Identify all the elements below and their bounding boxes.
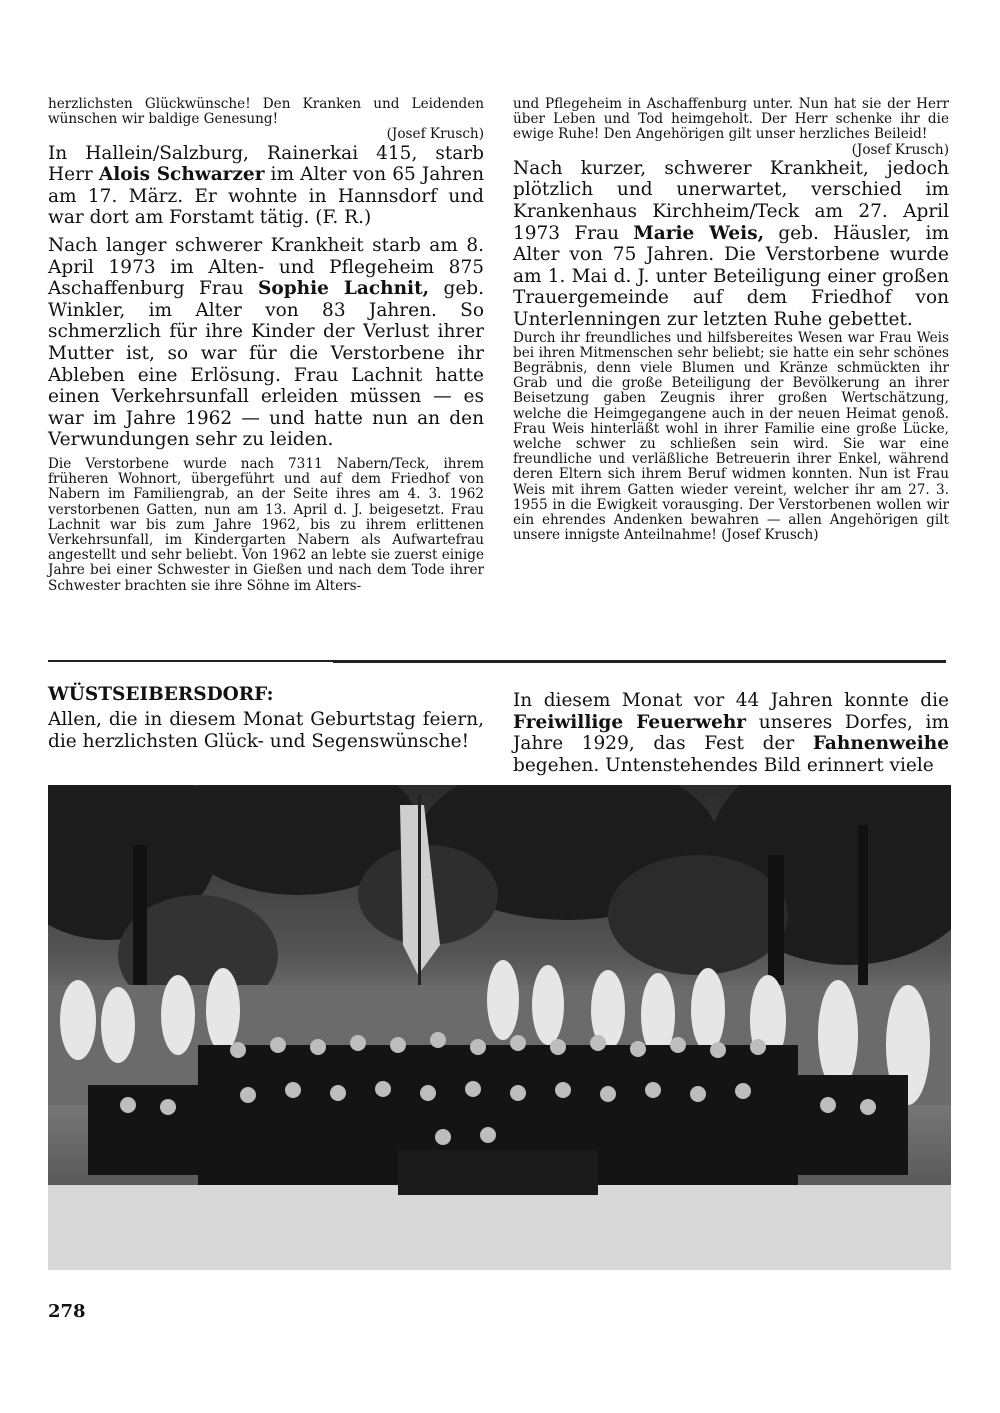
text-segment: Nach kurzer, schwerer Krankheit, jedoch plötzlich und unerwartet, verschied im Krankenhaus Kirchheim/Teck am 27. April 1973 Frau [513, 157, 949, 244]
front-figures [398, 1150, 598, 1195]
emphasis: Fahnenweihe [812, 733, 949, 755]
text-segment: unseres Dorfes, im Jahre 1929, das Fest der [513, 711, 949, 755]
text-segment: Nach langer schwerer Krankheit starb am 8. April 1973 im Alten- und Pflegeheim 875 Aschaffenburg Frau [48, 234, 484, 300]
emphasis: Freiwillige Feuerwehr [513, 711, 747, 733]
left-bottom-column [48, 684, 484, 752]
group-photo [48, 785, 951, 1270]
right-top-column [513, 97, 949, 543]
obituary-schwarzer [48, 143, 484, 229]
ground [48, 1185, 951, 1270]
section-heading: WÜSTSEIBERSDORF: [48, 684, 274, 705]
text-segment: In diesem Monat vor 44 Jahren konnte die [513, 690, 949, 711]
signature: (Josef Krusch) [851, 141, 949, 158]
page-number: 278 [48, 1301, 86, 1322]
person-name: Alois Schwarzer [98, 164, 265, 186]
birthday-greeting: Allen, die in diesem Monat Geburtstag feiern, die herzlichsten Glück- und Segenswünsche! [48, 709, 484, 752]
greeting-paragraph: herzlichsten Glückwünsche! Den Kranken und Leidenden wünschen wir baldige Genesung! [48, 96, 484, 128]
text-segment: begehen. Untenstehendes Bild erinnert viele [513, 754, 934, 776]
obituary-lachnit-continued: Die Verstorbene wurde nach 7311 Nabern/Teck, ihrem früheren Wohnort, übergeführt und auf dem Friedhof von Nabern im Familiengrab, an der Seite ihres am 4. 3. 1962 verstorbenen Gatten, nun am 13. April d. J. beigesetzt. Frau Lachnit war bis zum Jahre 1962, bis zu ihrem erlittenen Verkehrsunfall, im Kindergarten Nabern als Aufwartefrau angestellt und sehr beliebt. Von 1962 an lebte sie zuerst einige Jahre bei einer Schwester in Gießen und nach dem Tode ihrer Schwester brachten sie ihre Söhne im Alters- [48, 455, 484, 594]
text-segment: geb. Winkler, im Alter von 83 Jahren. So schmerzlich für ihre Kinder der Verlust ihrer Mutter ist, so war für die Verstorbene ihr Ableben eine Erlösung. Frau Lachnit hatte einen Verkehrsunfall erleiden müssen — es war im Jahre 1962 — und hatte nun an den Verwundungen sehr zu leiden. [48, 278, 484, 451]
obituary-lachnit [48, 235, 484, 451]
obituary-weis-continued: Durch ihr freundliches und hilfsbereites Wesen war Frau Weis bei ihren Mitmenschen sehr beliebt; sie hatte ein sehr schönes Begräbnis, denn viele Blumen und Kränze schmückten ihr Grab und die große Beteiligung der Bevölkerung an ihrer Beisetzung gaben Zeugnis ihrer großen Wertschätzung, welche die Heimgegangene auch in der neuen Heimat genoß. Frau Weis hinterläßt wohl in ihrer Familie eine große Lücke, welche schwer zu schließen sein wird. Sie war eine freundliche und verläßliche Betreuerin ihrer Enkel, während deren Eltern sich ihrem Beruf widmen konnten. Nun ist Frau Weis mit ihrem Gatten wieder vereint, welcher ihr am 27. 3. 1955 in die Ewigkeit vorausging. Der Verstorbenen wollen wir ein ehrendes Andenken bewahren — allen Angehörigen gilt unsere innigste Anteilnahme! (Josef Krusch) [513, 329, 949, 544]
person-name: Sophie Lachnit, [258, 278, 430, 300]
obituary-weis [513, 158, 949, 331]
obituary-lachnit-end: und Pflegeheim in Aschaffenburg unter. Nun hat sie der Herr über Leben und Tod heimgeholt. Der Herr schenke ihr die ewige Ruhe! Den Angehörigen gilt unser herzliches Beileid! [513, 96, 949, 143]
signature: (Josef Krusch) [386, 126, 484, 143]
text-segment: im Alter von 65 Jahren am 17. März. Er wohnte in Hannsdorf und war dort am Forstamt tätig. (F. R.) [48, 164, 484, 229]
text-segment: In Hallein/Salzburg, Rainerkai 415, starb Herr [48, 142, 484, 186]
left-top-column [48, 97, 484, 594]
section-divider-right [333, 660, 946, 663]
person-name: Marie Weis, [633, 222, 765, 244]
text-segment: geb. Häusler, im Alter von 75 Jahren. Die Verstorbene wurde am 1. Mai d. J. unter Beteiligung einer großen Trauergemeinde auf dem Friedhof von Unterlenningen zur letzten Ruhe gebettet. [513, 222, 950, 330]
right-bottom-column [513, 690, 949, 776]
